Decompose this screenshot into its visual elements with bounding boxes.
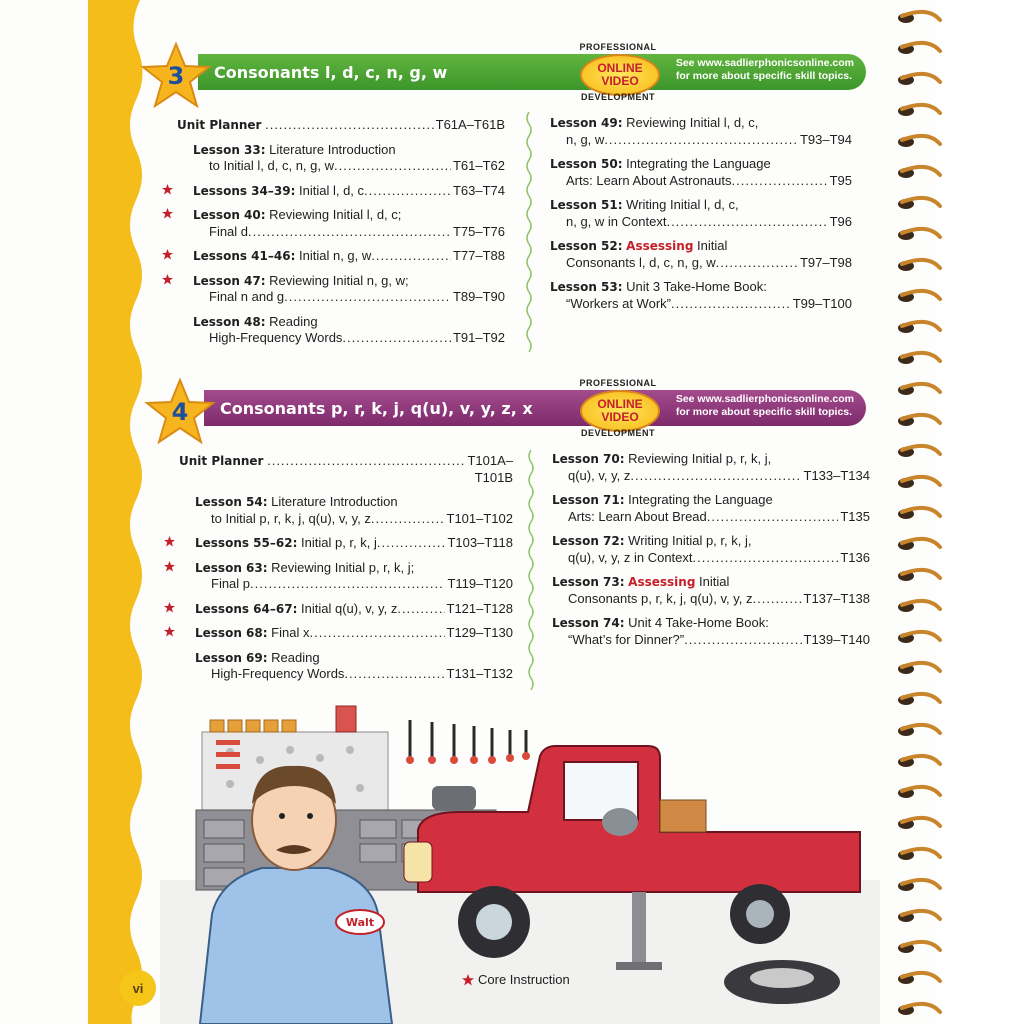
- page-range: T61–T62: [452, 158, 505, 173]
- unit-4-video-badge[interactable]: [570, 378, 666, 442]
- lesson-line: [195, 666, 513, 683]
- badge-line-1: ONLINE: [597, 397, 643, 411]
- page-range: T96: [829, 213, 852, 229]
- unit-4-wavy-divider: [526, 450, 536, 690]
- core-star-icon: [162, 249, 173, 260]
- core-star-icon: [164, 626, 175, 637]
- lesson-line: [195, 625, 513, 642]
- page-range: T133–T134: [803, 467, 870, 483]
- lesson-text: Consonants l, d, c, n, g, w: [566, 254, 716, 270]
- lesson-text: Initial q(u), v, y, z: [301, 600, 398, 616]
- dot-leader: [693, 550, 839, 567]
- lesson-line: [193, 248, 505, 265]
- unit-3-number: 3: [167, 62, 185, 90]
- dot-leader: [284, 289, 451, 306]
- dot-leader: [732, 173, 828, 190]
- lesson-entry: [177, 248, 505, 265]
- core-star-icon: [462, 974, 474, 986]
- lesson-text: Initial: [699, 574, 730, 589]
- page-range: T121–T128: [446, 600, 513, 616]
- lesson-label: Lesson 47:: [193, 273, 266, 288]
- lesson-text: Literature Introduction: [271, 494, 398, 509]
- page-number: vi: [120, 970, 156, 1006]
- lesson-label: Lesson 53:: [550, 280, 623, 294]
- lesson-text: Final x: [271, 625, 310, 640]
- lesson-text: Reviewing Initial p, r, k, j,: [628, 451, 772, 466]
- lesson-label: Lessons 64–67:: [195, 601, 298, 616]
- lesson-label: Unit Planner: [179, 454, 264, 468]
- dot-leader: [371, 248, 451, 265]
- lesson-line: [195, 601, 513, 618]
- badge-line-1: ONLINE: [597, 61, 643, 75]
- lesson-text: Unit 4 Take-Home Book:: [628, 615, 769, 630]
- badge-line-2: VIDEO: [601, 74, 639, 88]
- dot-leader: [334, 158, 451, 175]
- lesson-entry: [179, 535, 513, 552]
- lesson-entry: [550, 279, 852, 312]
- lesson-line: [552, 550, 870, 567]
- lesson-text: Integrating the Language: [628, 492, 773, 507]
- lesson-text: Final n and g: [209, 289, 285, 304]
- lesson-line: [552, 632, 870, 649]
- lesson-entry: [179, 453, 513, 486]
- lesson-label: Lesson 68:: [195, 626, 268, 640]
- page-range: T97–T98: [799, 254, 852, 270]
- lesson-text: Literature Introduction: [269, 141, 396, 157]
- lesson-line: [552, 574, 870, 591]
- core-instruction-legend: [462, 972, 570, 987]
- lesson-text: Reading: [271, 649, 320, 665]
- core-star-icon: [164, 536, 175, 547]
- lesson-entry: [177, 183, 505, 200]
- lesson-line: [550, 132, 852, 149]
- lesson-text: Reading: [269, 313, 318, 329]
- lesson-label: Unit Planner: [177, 118, 262, 132]
- lesson-label: Lesson 74:: [552, 616, 625, 630]
- core-star-icon: [162, 208, 173, 219]
- lesson-entry: [177, 314, 505, 347]
- unit-3-left-column: [177, 117, 505, 355]
- see-note-line-1: See www.sadlierphonicsonline.com: [675, 57, 854, 69]
- core-star-icon: [162, 274, 173, 285]
- lesson-text: Reviewing Initial l, d, c;: [269, 207, 402, 222]
- lesson-line: [550, 197, 852, 214]
- lesson-entry: [177, 142, 505, 175]
- badge-oval: [580, 390, 660, 432]
- lesson-line: [195, 650, 513, 667]
- dot-leader: [397, 601, 444, 618]
- dot-leader: [604, 132, 798, 149]
- page-range: T99–T100: [792, 295, 852, 311]
- lesson-line: [193, 158, 505, 175]
- unit-3-see-note: [676, 57, 854, 83]
- lesson-line: [193, 273, 505, 290]
- lesson-line: [195, 535, 513, 552]
- dot-leader: [666, 214, 827, 231]
- badge-oval: [580, 54, 660, 96]
- lesson-line: [552, 533, 870, 550]
- lesson-line: [552, 492, 870, 509]
- assessing-label: Assessing: [626, 239, 694, 253]
- lesson-line: [193, 224, 505, 241]
- unit-3-banner: [198, 54, 866, 90]
- unit-4-number: 4: [171, 398, 189, 426]
- lesson-line: [195, 560, 513, 577]
- lesson-entry: [552, 615, 870, 648]
- page-range: T101B: [474, 469, 513, 485]
- core-star-icon: [164, 561, 175, 572]
- page-range: T91–T92: [452, 330, 505, 345]
- lesson-text: Reviewing Initial l, d, c,: [626, 115, 759, 130]
- lesson-label: Lesson 69:: [195, 650, 268, 665]
- lesson-entry: [177, 273, 505, 306]
- lesson-label: Lesson 50:: [550, 157, 623, 171]
- lesson-text: Reviewing Initial n, g, w;: [269, 272, 409, 288]
- page-range: T136: [840, 549, 870, 565]
- page-range: T75–T76: [452, 223, 505, 239]
- page-range: T135: [840, 508, 870, 524]
- dot-leader: [630, 468, 801, 485]
- lesson-entry: [552, 492, 870, 525]
- lesson-text: “Workers at Work”: [566, 295, 671, 311]
- lesson-line: [550, 214, 852, 231]
- lesson-line: [550, 238, 852, 255]
- lesson-text: Final d: [209, 223, 249, 239]
- lesson-text: Initial n, g, w: [299, 248, 372, 263]
- unit-4-star-icon: [144, 376, 216, 448]
- dot-leader: [344, 666, 444, 683]
- lesson-text: High-Frequency Words: [209, 330, 343, 345]
- badge-top-text: PROFESSIONAL: [579, 378, 657, 388]
- page-range: T101A–: [467, 453, 513, 468]
- name-badge-text: Walt: [345, 916, 375, 929]
- lesson-entry: [550, 156, 852, 189]
- dot-leader: [671, 296, 791, 313]
- lesson-entry: [179, 601, 513, 618]
- lesson-label: Lesson 54:: [195, 495, 268, 509]
- lesson-label: Lesson 49:: [550, 116, 623, 130]
- lesson-label: Lesson 70:: [552, 452, 625, 466]
- lesson-label: Lesson 40:: [193, 208, 266, 222]
- lesson-line: [550, 279, 852, 296]
- lesson-text: Writing Initial p, r, k, j,: [628, 533, 752, 548]
- assessing-label: Assessing: [628, 575, 696, 589]
- lesson-label: Lesson 51:: [550, 198, 623, 212]
- lesson-line: [552, 451, 870, 468]
- core-star-icon: [164, 602, 175, 613]
- lesson-label: Lessons 55–62:: [195, 536, 298, 550]
- lesson-text: Initial p, r, k, j: [301, 535, 377, 550]
- lesson-text: High-Frequency Words: [211, 666, 345, 681]
- unit-3-title: Consonants l, d, c, n, g, w: [214, 62, 448, 82]
- lesson-entry: [550, 238, 852, 271]
- lesson-line: [179, 453, 513, 470]
- dot-leader: [342, 330, 451, 347]
- lesson-line: [193, 330, 505, 347]
- lesson-text: to Initial p, r, k, j, q(u), v, y, z: [211, 510, 371, 526]
- dot-leader: [364, 183, 451, 200]
- lesson-text: Integrating the Language: [626, 156, 771, 171]
- lesson-line: [550, 296, 852, 313]
- lesson-text: Final p: [211, 576, 251, 591]
- lesson-label: Lesson 73:: [552, 575, 625, 589]
- dot-leader: [309, 625, 444, 642]
- lesson-line: [552, 509, 870, 526]
- page-range: T77–T88: [452, 248, 505, 263]
- badge-bottom-text: DEVELOPMENT: [580, 92, 655, 102]
- page-range: T139–T140: [803, 631, 870, 647]
- dot-leader: [752, 591, 801, 608]
- lesson-entry: [552, 533, 870, 566]
- badge-line-2: VIDEO: [601, 410, 639, 424]
- lesson-text: n, g, w in Context: [566, 213, 667, 229]
- dot-leader: [248, 224, 451, 241]
- see-note-line-2: for more about specific skill topics.: [675, 406, 853, 418]
- page-range: T93–T94: [799, 131, 852, 147]
- unit-3-star-icon: [140, 40, 212, 112]
- core-star-icon: [162, 184, 173, 195]
- lesson-line: [193, 207, 505, 224]
- lesson-line: [195, 576, 513, 593]
- dot-leader: [265, 117, 434, 134]
- lesson-text: “What’s for Dinner?”: [568, 631, 685, 647]
- dot-leader: [684, 632, 801, 649]
- lesson-label: Lesson 48:: [193, 314, 266, 329]
- lesson-line: [195, 494, 513, 511]
- lesson-entry: [552, 574, 870, 607]
- lesson-text: Reviewing Initial p, r, k, j;: [271, 559, 415, 575]
- lesson-line: [179, 470, 513, 487]
- lesson-text: to Initial l, d, c, n, g, w: [209, 158, 334, 173]
- dot-leader: [707, 509, 839, 526]
- core-instruction-label: Core Instruction: [478, 972, 570, 987]
- lesson-text: Initial: [697, 238, 728, 253]
- lesson-line: [550, 173, 852, 190]
- lesson-line: [550, 115, 852, 132]
- page-range: T95: [829, 172, 852, 188]
- page-range: T101–T102: [446, 510, 513, 526]
- lesson-line: [193, 142, 505, 159]
- spiral-binding: [888, 0, 948, 1024]
- lesson-entry: [552, 451, 870, 484]
- unit-4-left-column: [179, 453, 513, 691]
- lesson-label: Lessons 34–39:: [193, 183, 296, 198]
- lesson-text: q(u), v, y, z in Context: [568, 549, 693, 565]
- lesson-text: n, g, w: [566, 131, 605, 147]
- page-range: T119–T120: [447, 576, 513, 591]
- lesson-line: [193, 314, 505, 331]
- page-range: T131–T132: [446, 666, 513, 681]
- lesson-line: [177, 117, 505, 134]
- page-range: T129–T130: [446, 625, 513, 640]
- lesson-entry: [550, 197, 852, 230]
- unit-4-see-note: [676, 393, 854, 419]
- lesson-line: [552, 468, 870, 485]
- lesson-text: Arts: Learn About Astronauts: [566, 172, 732, 188]
- lesson-text: Arts: Learn About Bread: [568, 508, 707, 524]
- lesson-entry: [179, 625, 513, 642]
- page-range: T63–T74: [452, 182, 505, 198]
- dot-leader: [716, 255, 798, 272]
- lesson-label: Lessons 41–46:: [193, 249, 296, 263]
- lesson-line: [193, 183, 505, 200]
- lesson-label: Lesson 72:: [552, 534, 625, 548]
- lesson-label: Lesson 33:: [193, 142, 266, 157]
- lesson-line: [195, 511, 513, 528]
- lesson-line: [550, 156, 852, 173]
- lesson-entry: [179, 650, 513, 683]
- lesson-entry: [179, 494, 513, 527]
- lesson-label: Lesson 63:: [195, 560, 268, 575]
- lesson-text: Unit 3 Take-Home Book:: [626, 279, 767, 294]
- lesson-label: Lesson 52:: [550, 239, 623, 253]
- badge-top-text: PROFESSIONAL: [579, 42, 657, 52]
- lesson-entry: [550, 115, 852, 148]
- unit-3-right-column: [550, 115, 852, 320]
- lesson-text: Initial l, d, c: [299, 182, 365, 198]
- lesson-text: q(u), v, y, z: [568, 467, 631, 483]
- see-note-line-1: See www.sadlierphonicsonline.com: [675, 393, 854, 405]
- see-note-line-2: for more about specific skill topics.: [675, 70, 853, 82]
- dot-leader: [377, 535, 446, 552]
- page-range: T137–T138: [803, 590, 870, 606]
- lesson-entry: [177, 117, 505, 134]
- unit-3-wavy-divider: [524, 112, 534, 352]
- unit-4-right-column: [552, 451, 870, 656]
- page-range: T89–T90: [452, 289, 505, 304]
- lesson-line: [550, 255, 852, 272]
- unit-4-title: Consonants p, r, k, j, q(u), v, y, z, x: [220, 398, 533, 418]
- lesson-entry: [179, 560, 513, 593]
- dot-leader: [371, 511, 445, 528]
- dot-leader: [250, 576, 445, 593]
- lesson-text: Writing Initial l, d, c,: [626, 197, 739, 212]
- badge-bottom-text: DEVELOPMENT: [580, 428, 655, 438]
- unit-3-video-badge[interactable]: [570, 42, 666, 106]
- dot-leader: [267, 453, 465, 470]
- lesson-entry: [177, 207, 505, 240]
- lesson-line: [552, 591, 870, 608]
- unit-4-banner: [204, 390, 866, 426]
- page-range: T61A–T61B: [435, 117, 505, 132]
- lesson-line: [552, 615, 870, 632]
- lesson-line: [193, 289, 505, 306]
- page-range: T103–T118: [447, 535, 513, 550]
- lesson-label: Lesson 71:: [552, 493, 625, 507]
- lesson-text: Consonants p, r, k, j, q(u), v, y, z: [568, 590, 753, 606]
